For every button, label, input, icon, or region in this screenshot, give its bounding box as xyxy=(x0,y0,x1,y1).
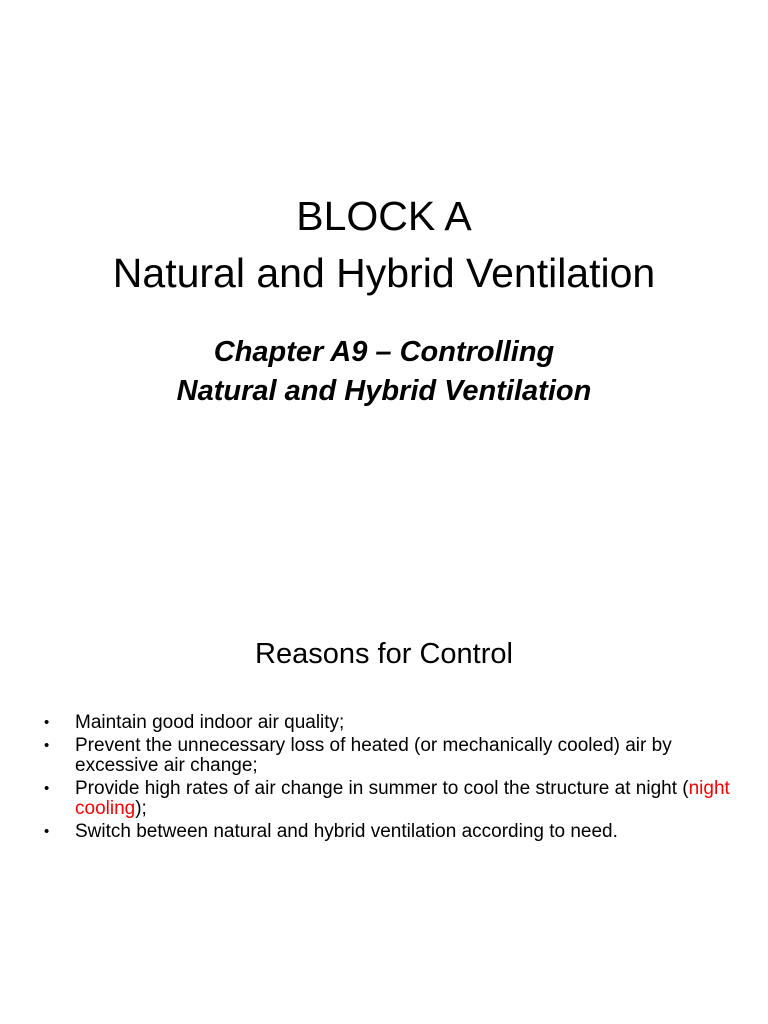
bullet-text: Switch between natural and hybrid ventilation according to need. xyxy=(75,821,618,842)
bullet-text-before: Provide high rates of air change in summer to cool the structure at night ( xyxy=(75,778,689,799)
section-heading: Reasons for Control xyxy=(255,638,513,670)
bullet-text: Prevent the unnecessary loss of heated (or mechanically cooled) air by excessive air change; xyxy=(75,735,672,776)
bullet-dot: • xyxy=(44,780,50,797)
bullet-dot: • xyxy=(44,823,50,840)
bullet-item xyxy=(44,736,744,776)
title-line-1: BLOCK A xyxy=(296,193,472,239)
bullet-item xyxy=(44,822,744,842)
title-line-2: Natural and Hybrid Ventilation xyxy=(112,250,656,296)
bullet-item xyxy=(44,779,744,819)
slide-title xyxy=(0,188,768,302)
bullet-text: Maintain good indoor air quality; xyxy=(75,712,345,733)
bullet-dot: • xyxy=(44,714,50,731)
chapter-subtitle xyxy=(0,333,768,411)
bullet-dot: • xyxy=(44,737,50,754)
bullet-list xyxy=(44,713,744,845)
bullet-item xyxy=(44,713,744,733)
bullet-text-after: ); xyxy=(135,798,147,819)
night-cooling-highlight: night cooling xyxy=(75,778,730,819)
chapter-line-1: Chapter A9 – Controlling xyxy=(213,336,555,368)
chapter-line-2: Natural and Hybrid Ventilation xyxy=(176,375,592,407)
